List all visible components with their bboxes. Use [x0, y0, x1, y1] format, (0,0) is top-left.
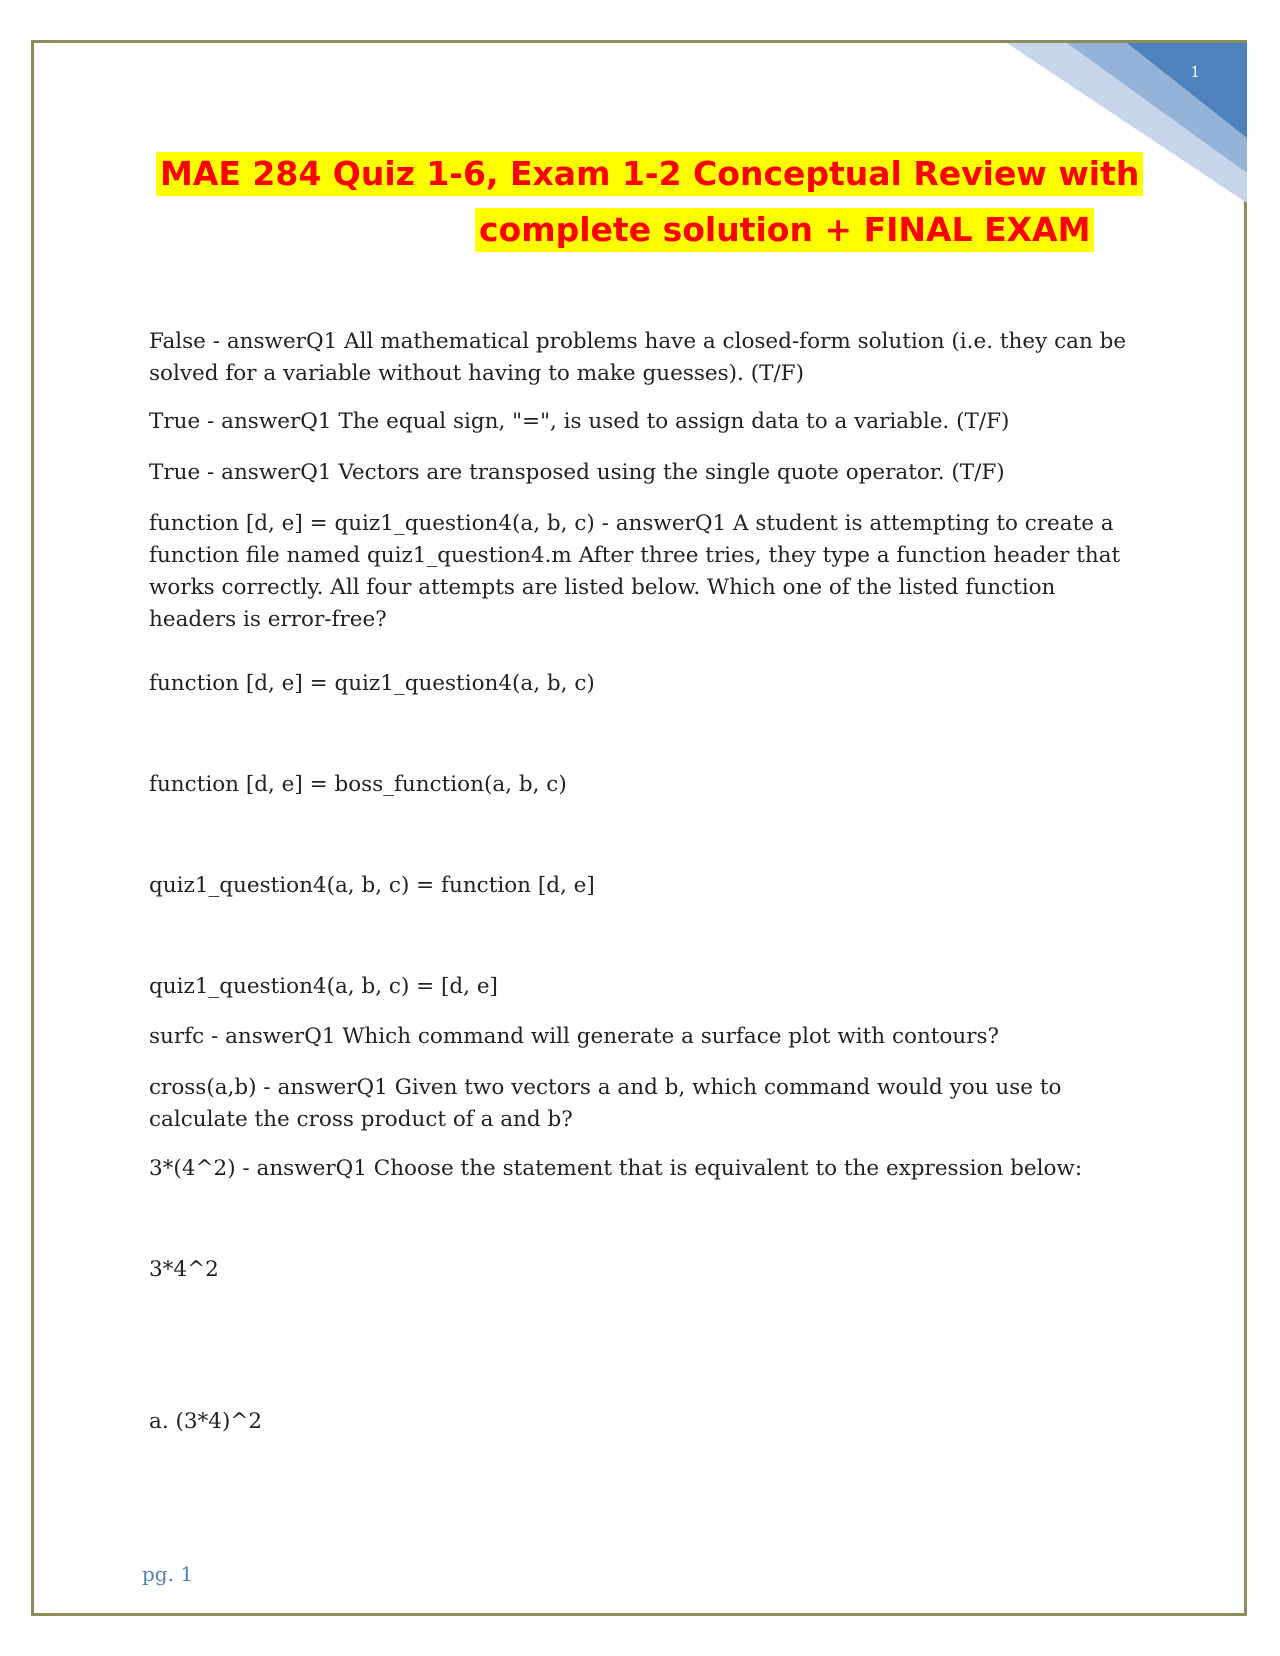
paragraph: function [d, e] = quiz1_question4(a, b, c) - answerQ1 A student is attempting to create a function file named quiz1_question4.m After three tries, they type a function header that works correctly. All four attempts are listed below. Which one of the listed function headers is error-free?	[149, 511, 1121, 632]
paragraph: function [d, e] = quiz1_question4(a, b, c)	[149, 671, 595, 696]
paragraph: 3*(4^2) - answerQ1 Choose the statement that is equivalent to the expression below:	[149, 1156, 1083, 1181]
paragraph: function [d, e] = boss_function(a, b, c)	[149, 772, 567, 797]
paragraph: quiz1_question4(a, b, c) = function [d, e]	[149, 873, 595, 898]
page-border	[31, 40, 1247, 1616]
paragraph: True - answerQ1 The equal sign, "=", is used to assign data to a variable. (T/F)	[149, 409, 1010, 434]
paragraph: True - answerQ1 Vectors are transposed using the single quote operator. (T/F)	[149, 460, 1005, 485]
paragraph: a. (3*4)^2	[149, 1409, 263, 1434]
paragraph: False - answerQ1 All mathematical problems have a closed-form solution (i.e. they can be solved for a variable without having to make guesses). (T/F)	[149, 329, 1127, 386]
paragraph: cross(a,b) - answerQ1 Given two vectors a and b, which command would you use to calculate the cross product of a and b?	[149, 1075, 1062, 1132]
footer-page-label: pg. 1	[142, 1562, 194, 1586]
page-number: 1	[1190, 63, 1200, 81]
title-line-2: complete solution + FINAL EXAM	[475, 208, 1094, 252]
paragraph: quiz1_question4(a, b, c) = [d, e]	[149, 974, 498, 999]
paragraph: surfc - answerQ1 Which command will generate a surface plot with contours?	[149, 1024, 1000, 1049]
title-line-1: MAE 284 Quiz 1-6, Exam 1-2 Conceptual Review with	[156, 152, 1143, 196]
paragraph: 3*4^2	[149, 1257, 219, 1282]
